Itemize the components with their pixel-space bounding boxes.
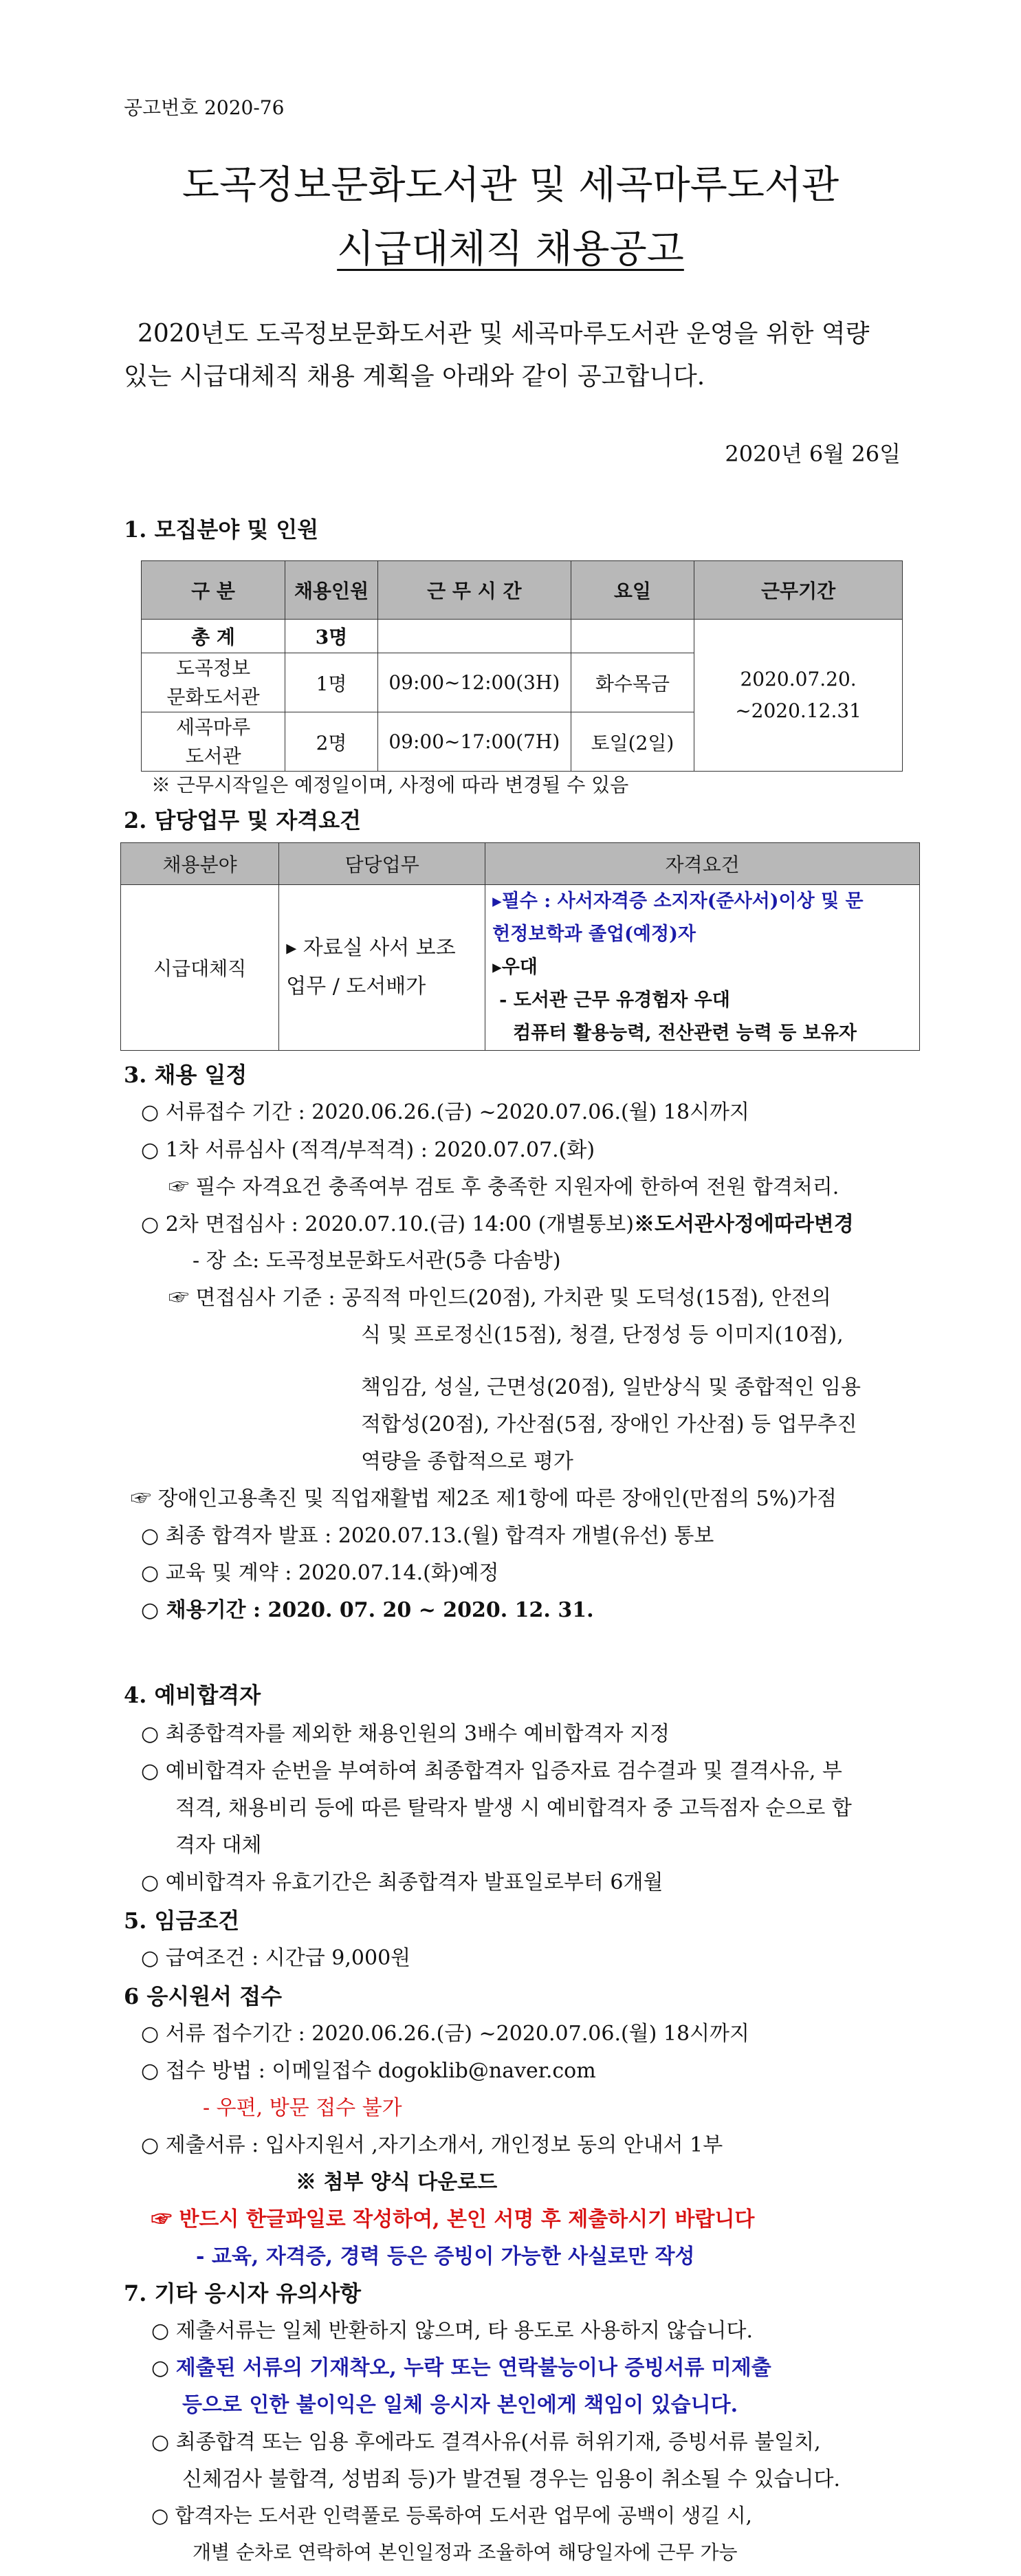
section-7-heading: 7. 기타 응시자 유의사항 xyxy=(124,2280,362,2306)
time-cell: 09:00~17:00(7H) xyxy=(377,712,571,772)
schedule-line: 책임감, 성실, 근면성(20점), 일반상식 및 종합적인 임용 xyxy=(361,1375,861,1399)
schedule-line: ○ 교육 및 계약 : 2020.07.14.(화)예정 xyxy=(141,1561,499,1585)
section-3-heading: 3. 채용 일정 xyxy=(124,1062,248,1088)
table-cell xyxy=(571,620,694,653)
days-cell: 화수목금 xyxy=(571,653,694,712)
application-line: ○ 제출서류 : 입사지원서 ,자기소개서, 개인정보 동의 안내서 1부 xyxy=(141,2133,723,2157)
total-label: 총 계 xyxy=(142,620,285,653)
reserve-line: 격자 대체 xyxy=(175,1833,262,1857)
caution-line: ○ 제출서류는 일체 반환하지 않으며, 타 용도로 사용하지 않습니다. xyxy=(151,2319,754,2343)
table-header-row xyxy=(142,561,903,620)
schedule-line: ☞ 면접심사 기준 : 공직적 마인드(20점), 가치관 및 도덕성(15점), 안전의 xyxy=(168,1286,831,1310)
table-header-cell: 근 무 시 간 xyxy=(377,561,571,620)
table-header-cell: 자격요건 xyxy=(485,843,920,885)
section-5-heading: 5. 임금조건 xyxy=(124,1908,240,1934)
time-cell: 09:00~12:00(3H) xyxy=(377,653,571,712)
application-note: - 교육, 자격증, 경력 등은 증빙이 가능한 사실로만 작성 xyxy=(196,2245,695,2269)
reserve-line: ○ 최종합격자를 제외한 채용인원의 3배수 예비합격자 지정 xyxy=(141,1722,670,1746)
schedule-line: 역량을 종합적으로 평가 xyxy=(361,1450,573,1474)
schedule-line: ☞ 장애인고용촉진 및 직업재활법 제2조 제1항에 따른 장애인(만점의 5%)가점 xyxy=(131,1487,837,1511)
interview-note: ※도서관사정에따라변경 xyxy=(633,1212,854,1236)
count-cell: 1명 xyxy=(285,653,378,712)
interview-date: ○ 2차 면접심사 : 2020.07.10.(금) 14:00 (개별통보) xyxy=(141,1212,634,1236)
application-warning: ☞ 반드시 한글파일로 작성하여, 본인 서명 후 제출하시기 바랍니다 xyxy=(151,2207,755,2231)
branch-name: 도서관 xyxy=(185,744,241,767)
table-header-cell: 요일 xyxy=(571,561,694,620)
schedule-line: ○ 서류접수 기간 : 2020.06.26.(금) ~2020.07.06.(월) 18시까지 xyxy=(141,1100,750,1124)
caution-line: ○ 합격자는 도서관 인력풀로 등록하여 도서관 업무에 공백이 생길 시, xyxy=(151,2504,752,2527)
branch-name: 문화도서관 xyxy=(166,685,260,708)
section-1-heading: 1. 모집분야 및 인원 xyxy=(124,516,319,543)
field-cell: 시급대체직 xyxy=(121,885,279,1051)
application-line: ○ 접수 방법 : 이메일접수 dogoklib@naver.com xyxy=(141,2059,596,2083)
qualification-line: - 도서관 근무 유경험자 우대 xyxy=(499,990,730,1011)
intro-line: 있는 시급대체직 채용 계획을 아래와 같이 공고합니다. xyxy=(124,362,705,391)
qualification-line: 컴퓨터 활용능력, 전산관련 능력 등 보유자 xyxy=(513,1023,857,1044)
intro-line: 2020년도 도곡정보문화도서관 및 세곡마루도서관 운영을 위한 역량 xyxy=(138,320,870,348)
form-download-link[interactable]: ※ 첨부 양식 다운로드 xyxy=(296,2170,498,2194)
section-4-heading: 4. 예비합격자 xyxy=(124,1682,261,1708)
table-row xyxy=(142,620,903,653)
table-header-cell: 근무기간 xyxy=(694,561,903,620)
reserve-line: ○ 예비합격자 순번을 부여하여 최종합격자 입증자료 검수결과 및 결격사유, 부 xyxy=(141,1759,842,1783)
qualification-line: ▸우대 xyxy=(492,957,538,978)
notice-number: 공고번호 2020-76 xyxy=(124,96,285,119)
caution-emphasis: 제출된 서류의 기재착오, 누락 또는 연락불능이나 증빙서류 미제출 xyxy=(175,2356,771,2380)
table-header-cell: 구 분 xyxy=(142,561,285,620)
duty-cell xyxy=(279,885,485,1051)
schedule-line: 식 및 프로정신(15점), 청결, 단정성 등 이미지(10점), xyxy=(361,1323,844,1347)
schedule-line xyxy=(141,1207,854,1237)
announcement-date: 2020년 6월 26일 xyxy=(725,441,901,467)
schedule-line: ○ 1차 서류심사 (적격/부적격) : 2020.07.07.(화) xyxy=(141,1138,595,1162)
count-cell: 2명 xyxy=(285,712,378,772)
table-row xyxy=(121,885,920,1051)
wage-line: ○ 급여조건 : 시간급 9,000원 xyxy=(141,1946,411,1970)
table-header-cell: 담당업무 xyxy=(279,843,485,885)
days-cell: 토일(2일) xyxy=(571,712,694,772)
caution-bullet: ○ xyxy=(151,2356,176,2380)
caution-line: ○ 최종합격 또는 임용 후에라도 결격사유(서류 허위기재, 증빙서류 불일치, xyxy=(151,2430,821,2454)
branch-name: 세곡마루 xyxy=(175,715,251,739)
section-6-heading: 6 응시원서 접수 xyxy=(124,1983,283,2009)
page-subtitle: 시급대체직 채용공고 xyxy=(337,227,684,272)
table-cell xyxy=(377,620,571,653)
qualification-cell xyxy=(485,885,920,1051)
work-period-start: 2020.07.20. xyxy=(740,668,857,690)
caution-line: 신체검사 불합격, 성범죄 등)가 발견될 경우는 임용이 취소될 수 있습니다. xyxy=(182,2467,841,2491)
branch-name: 도곡정보 xyxy=(175,656,251,679)
application-warning: - 우편, 방문 접수 불가 xyxy=(203,2096,402,2120)
table-header-cell: 채용분야 xyxy=(121,843,279,885)
reserve-line: ○ 예비합격자 유효기간은 최종합격자 발표일로부터 6개월 xyxy=(141,1870,663,1895)
table-header-cell: 채용인원 xyxy=(285,561,378,620)
application-line: ○ 서류 접수기간 : 2020.06.26.(금) ~2020.07.06.(월) 18시까지 xyxy=(141,2022,750,2046)
employment-period: ○ 채용기간 : 2020. 07. 20 ~ 2020. 12. 31. xyxy=(141,1598,594,1622)
reserve-line: 적격, 채용비리 등에 따른 탈락자 발생 시 예비합격자 중 고득점자 순으로 합 xyxy=(175,1796,852,1820)
qualification-line: 헌정보학과 졸업(예정)자 xyxy=(492,924,696,945)
duty-line: 업무 / 도서배가 xyxy=(286,974,426,998)
recruitment-table xyxy=(141,560,903,772)
table-note: ※ 근무시작일은 예정일이며, 사정에 따라 변경될 수 있음 xyxy=(151,774,629,796)
page-title: 도곡정보문화도서관 및 세곡마루도서관 xyxy=(182,163,839,208)
intro-paragraph xyxy=(124,313,901,398)
total-count: 3명 xyxy=(285,620,378,653)
caution-line xyxy=(151,2350,771,2381)
duty-line: ▸ 자료실 사서 보조 xyxy=(286,936,456,960)
work-period-cell xyxy=(694,620,903,772)
schedule-line: 적합성(20점), 가산점(5점, 장애인 가산점) 등 업무추진 xyxy=(361,1412,857,1437)
schedule-line: ○ 최종 합격자 발표 : 2020.07.13.(월) 합격자 개별(유선) 통보 xyxy=(141,1524,714,1548)
duties-table xyxy=(120,842,920,1051)
caution-emphasis: 등으로 인한 불이익은 일체 응시자 본인에게 책임이 있습니다. xyxy=(182,2393,738,2417)
qualification-line: ▸필수 : 사서자격증 소지자(준사서)이상 및 문 xyxy=(492,891,864,912)
branch-name-cell xyxy=(142,653,285,712)
caution-line: 개별 순차로 연락하여 본인일정과 조율하여 해당일자에 근무 가능 xyxy=(193,2541,738,2564)
table-header-row xyxy=(121,843,920,885)
schedule-line: ☞ 필수 자격요건 충족여부 검토 후 충족한 지원자에 한하여 전원 합격처리. xyxy=(168,1175,839,1199)
schedule-line: - 장 소: 도곡정보문화도서관(5층 다솜방) xyxy=(193,1249,561,1273)
branch-name-cell xyxy=(142,712,285,772)
work-period-end: ~2020.12.31 xyxy=(735,699,861,722)
section-2-heading: 2. 담당업무 및 자격요건 xyxy=(124,807,362,833)
